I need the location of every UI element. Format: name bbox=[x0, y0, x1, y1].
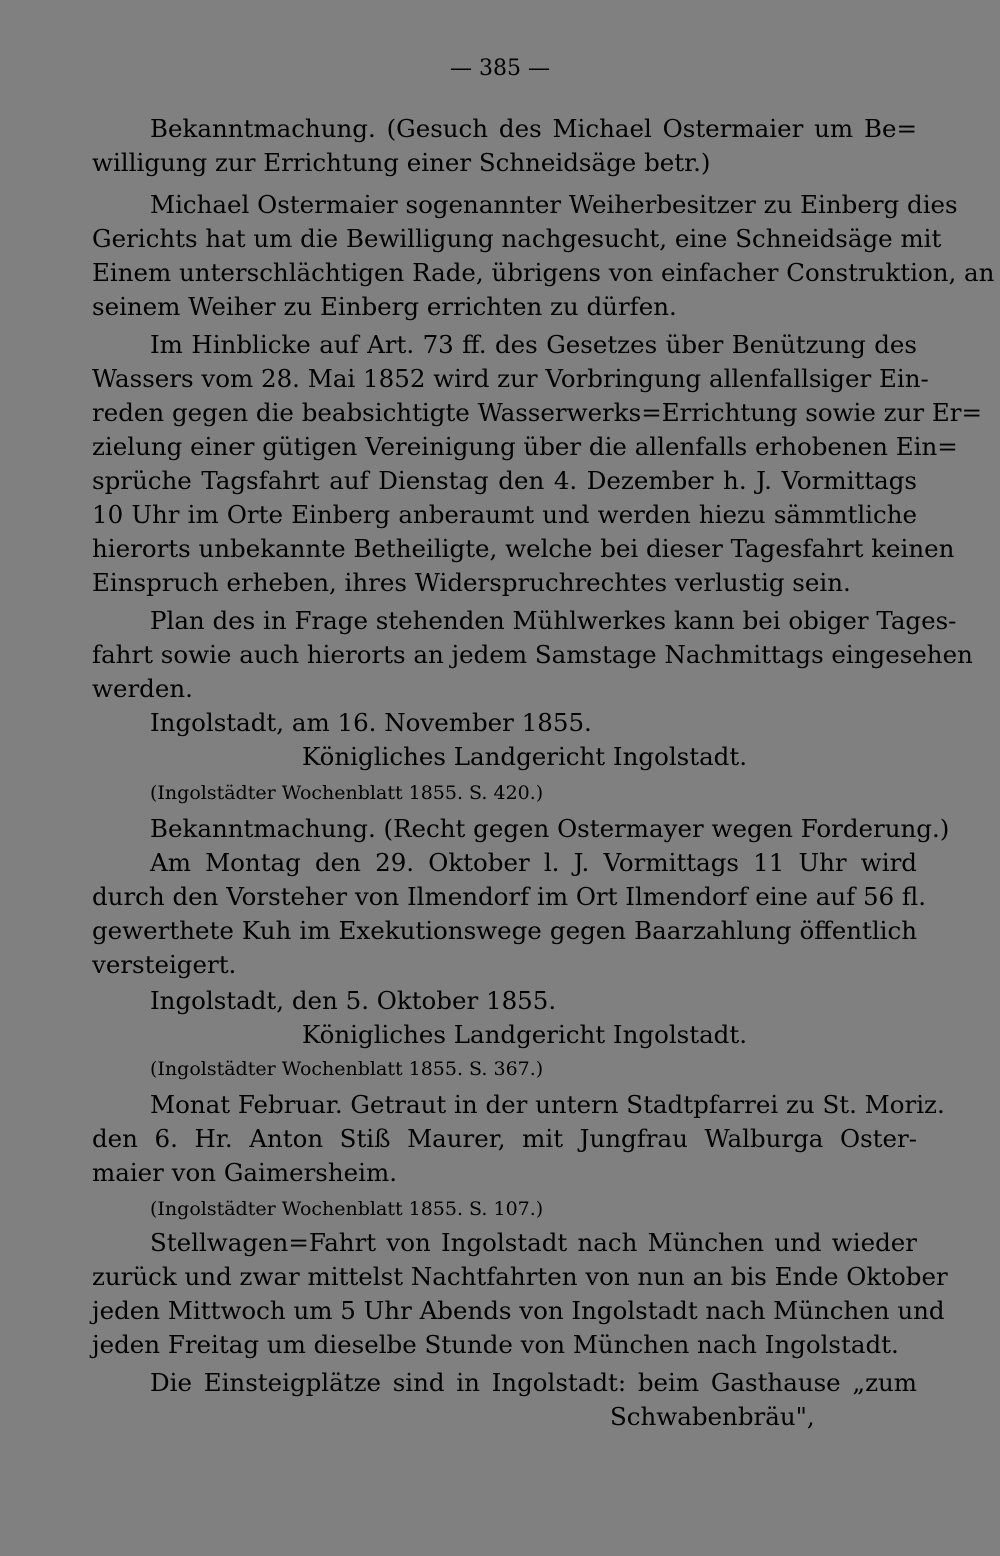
text-line: gewerthete Kuh im Exekutionswege gegen Baarzahlung öffentlich bbox=[92, 916, 917, 945]
text-line: Im Hinblicke auf Art. 73 ff. des Gesetzes über Benützung des bbox=[150, 330, 917, 359]
text-line: (Ingolstädter Wochenblatt 1855. S. 107.) bbox=[150, 1198, 544, 1220]
text-line: versteigert. bbox=[92, 950, 237, 979]
text-line: 10 Uhr im Orte Einberg anberaumt und werden hiezu sämmtliche bbox=[92, 500, 917, 529]
text-line: Königliches Landgericht Ingolstadt. bbox=[302, 742, 747, 771]
page-number: — 385 — bbox=[450, 56, 550, 81]
text-line: hierorts unbekannte Betheiligte, welche bei dieser Tagesfahrt keinen bbox=[92, 534, 955, 563]
text-line: maier von Gaimersheim. bbox=[92, 1158, 397, 1187]
text-line: fahrt sowie auch hierorts an jedem Samstage Nachmittags eingesehen bbox=[92, 640, 973, 669]
text-line: Plan des in Frage stehenden Mühlwerkes kann bei obiger Tages- bbox=[150, 606, 957, 635]
text-line: Monat Februar. Getraut in der untern Stadtpfarrei zu St. Moriz. bbox=[150, 1090, 945, 1119]
text-line: zurück und zwar mittelst Nachtfahrten von nun an bis Ende Oktober bbox=[92, 1262, 948, 1291]
text-line: zielung einer gütigen Vereinigung über die allenfalls erhobenen Ein= bbox=[92, 432, 958, 461]
text-line: Ingolstadt, am 16. November 1855. bbox=[150, 708, 592, 737]
text-line: willigung zur Errichtung einer Schneidsäge betr.) bbox=[92, 148, 711, 177]
text-line: Einspruch erheben, ihres Widerspruchrechtes verlustig sein. bbox=[92, 568, 851, 597]
text-line: Bekanntmachung. (Gesuch des Michael Ostermaier um Be= bbox=[150, 114, 917, 143]
text-line: Schwabenbräu", bbox=[610, 1402, 815, 1431]
text-line: durch den Vorsteher von Ilmendorf im Ort Ilmendorf eine auf 56 fl. bbox=[92, 882, 927, 911]
text-line: Ingolstadt, den 5. Oktober 1855. bbox=[150, 986, 557, 1015]
text-line: jeden Mittwoch um 5 Uhr Abends von Ingolstadt nach München und bbox=[92, 1296, 945, 1325]
text-line: Stellwagen=Fahrt von Ingolstadt nach München und wieder bbox=[150, 1228, 917, 1257]
text-line: Königliches Landgericht Ingolstadt. bbox=[302, 1020, 747, 1049]
text-line: jeden Freitag um dieselbe Stunde von München nach Ingolstadt. bbox=[92, 1330, 899, 1359]
text-line: reden gegen die beabsichtigte Wasserwerks=Errichtung sowie zur Er= bbox=[92, 398, 982, 427]
text-line: den 6. Hr. Anton Stiß Maurer, mit Jungfrau Walburga Oster- bbox=[92, 1124, 917, 1153]
text-line: seinem Weiher zu Einberg errichten zu dürfen. bbox=[92, 292, 677, 321]
text-line: sprüche Tagsfahrt auf Dienstag den 4. Dezember h. J. Vormittags bbox=[92, 466, 917, 495]
text-line: Wassers vom 28. Mai 1852 wird zur Vorbringung allenfallsiger Ein- bbox=[92, 364, 929, 393]
text-line: Die Einsteigplätze sind in Ingolstadt: beim Gasthause „zum bbox=[150, 1368, 917, 1397]
text-line: Am Montag den 29. Oktober l. J. Vormittags 11 Uhr wird bbox=[150, 848, 917, 877]
text-line: Bekanntmachung. (Recht gegen Ostermayer wegen Forderung.) bbox=[150, 814, 950, 843]
text-line: Michael Ostermaier sogenannter Weiherbesitzer zu Einberg dies bbox=[150, 190, 958, 219]
text-line: (Ingolstädter Wochenblatt 1855. S. 420.) bbox=[150, 782, 544, 804]
text-line: Gerichts hat um die Bewilligung nachgesucht, eine Schneidsäge mit bbox=[92, 224, 942, 253]
text-line: Einem unterschlächtigen Rade, übrigens von einfacher Construktion, an bbox=[92, 258, 995, 287]
text-line: werden. bbox=[92, 674, 193, 703]
text-line: (Ingolstädter Wochenblatt 1855. S. 367.) bbox=[150, 1058, 544, 1080]
